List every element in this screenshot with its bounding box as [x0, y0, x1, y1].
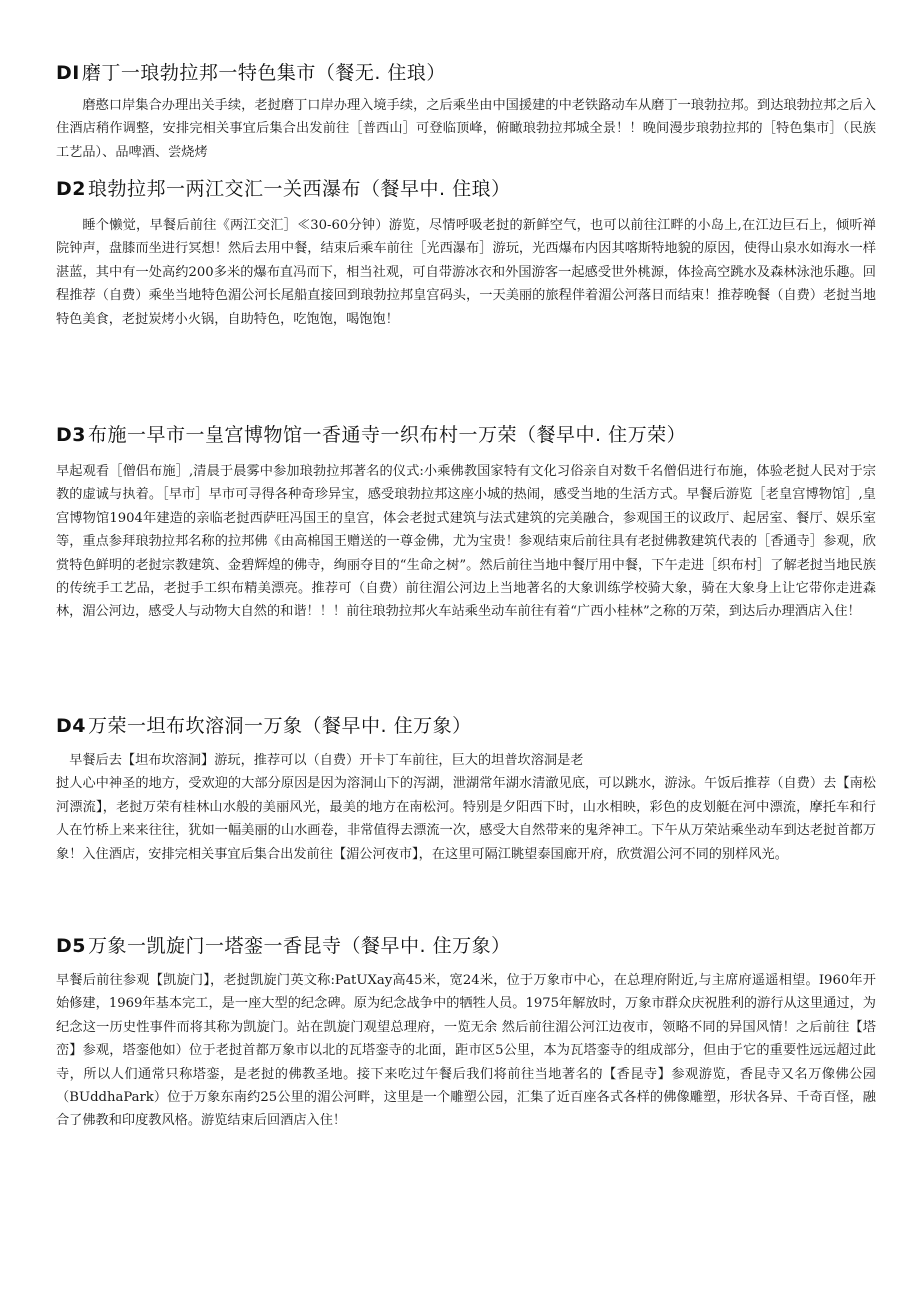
day-3-description: 早起观看［僧侣布施］,清晨于晨雾中参加琅勃拉邦著名的仪式:小乘佛教国家特有文化习俗亲自对数千名僧侣进行布施，体验老挝人民对于宗教的虚诚与执着。［早市］早市可寻得各种奇珍异宝，感受琅勃拉邦这座小城的热闹，感受当地的生活方式。早餐后游览［老皇宫博物馆］,皇宫博物馆1904年建造的亲临老挝西萨旺冯国王的皇宫，体会老挝式建筑与法式建筑的完美融合，参观国王的议政厅、起居室、餐厅、娱乐室等，重点参拜琅勃拉邦名称的拉邦佛《由高棉国王赠送的一尊金佛，尤为宝贵！参观结束后前往具有老挝佛教建筑代表的［香通寺］参观，欣赏特色鲜明的老挝宗教建筑、金碧辉煌的佛寺，绚丽夺目的“生命之树”。然后前往当地中餐厅用中餐，下午走进［织布村］了解老挝当地民族的传统手工艺品，老挝手工织布精美漂亮。推荐可（自费）前往湄公河边上当地著名的大象训练学校骑大象，骑在大象身上让它带你走进森林，湄公河边，感受人与动物大自然的和谐！！！前往琅勃拉邦火车站乘坐动车前往有着“广西小桂林”之称的万荣，到达后办理酒店入住！ [56, 464, 876, 620]
day-4-code: D4 [56, 715, 86, 737]
day-3-heading [56, 422, 876, 448]
day-5-section [56, 933, 876, 1133]
day-1-title: 磨丁一琅勃拉邦一特色集市（餐无. 住琅） [81, 62, 446, 84]
day-5-description: 早餐后前往参观【凯旋门】，老挝凯旋门英文称:PatUXay高45米，宽24米，位于万象市中心，在总理府附近,与主席府遥遥相望。I960年开始修建，1969年基本完工，是一座大型的纪念碑。原为纪念战争中的牺牲人员。1975年解放时，万象市群众庆祝胜利的游行从这里通过，为纪念这一历史性事件而将其称为凯旋门。站在凯旋门观望总理府，一览无余 然后前往湄公河江边夜市，领略不同的异国风情！之后前往【塔峦】参观，塔銮他如）位于老挝首都万象市以北的瓦塔銮寺的北面，距市区5公里，本为瓦塔銮寺的组成部分，但由于它的重要性远远超过此寺，所以人们通常只称塔銮，是老挝的佛教圣地。接下来吃过午餐后我们将前往当地著名的【香昆寺】参观游览，香昆寺又名万像佛公园（BUddhaPark）位于万象东南约25公里的湄公河畔，这里是一个雕塑公园，汇集了近百座各式各样的佛像雕塑，形状各异、千奇百怪，融合了佛教和印度教风格。游览结束后回酒店入住！ [56, 973, 876, 1129]
day-4-line-2: 挝人心中神圣的地方，受欢迎的大部分原因是因为溶洞山下的泻湖，泄湖常年湖水清澈见底，可以跳水，游泳。午饭后推荐（自费）去【南松河漂流】，老挝万荣有桂林山水般的美丽风光，最美的地方在南松河。特别是夕阳西下时，山水相映，彩色的皮划艇在河中漂流，摩托车和行人在竹桥上来来往往，犹如一幅美丽的山水画卷，非常值得去漂流一次，感受大自然带来的鬼斧神工。下午从万荣站乘坐动车到达老挝首都万象！入住酒店，安排完相关事宜后集合出发前往【湄公河夜市】，在这里可隔江眺望泰国廊开府，欣赏湄公河不同的别样风光。 [56, 776, 876, 862]
day-3-code: D3 [56, 424, 86, 446]
itinerary-page [56, 0, 876, 1301]
day-1-heading [56, 60, 876, 86]
day-4-description [56, 749, 876, 866]
day-3-section [56, 422, 876, 624]
day-5-title: 万象一凯旋门一塔銮一香昆寺（餐早中. 住万象） [88, 935, 511, 957]
day-3-title: 布施一早市一皇宫博物馆一香通寺一织布村一万荣（餐早中. 住万荣） [88, 424, 687, 446]
day-4-heading [56, 713, 876, 739]
day-2-title: 琅勃拉邦一两江交汇一关西瀑布（餐早中. 住琅） [88, 178, 511, 200]
day-1-section [56, 60, 876, 164]
day-2-description: 睡个懒觉，早餐后前往《两江交汇］≪30-60分钟）游览，尽情呼吸老挝的新鲜空气，也可以前往江畔的小岛上,在江边巨石上，倾听禅院钟声，盘膝而坐进行冥想！然后去用中餐，结束后乘车前往［光西瀑布］游玩，光西爆布内因其喀斯特地貌的原因，使得山泉水如海水一样湛蓝，其中有一处高约200多米的爆布直冯而下，相当社观，可自带游冰衣和外国游客一起感受世外桃源，体捡高空跳水及森林泳池乐趣。回程推荐（自费）乘坐当地特色湄公河长尾船直接回到琅勃拉邦皇宫码头，一天美丽的旅程伴着湄公河落日而结束！推荐晚餐（自费）老挝当地特色美食，老挝炭烤小火锅，自助特色，吃饱饱，喝饱饱！ [56, 218, 876, 327]
day-5-code: D5 [56, 935, 86, 957]
day-4-title: 万荣一坦布坎溶洞一万象（餐早中. 住万象） [88, 715, 472, 737]
day-2-code: D2 [56, 178, 86, 200]
day-5-heading [56, 933, 876, 959]
day-2-section [56, 176, 876, 331]
day-2-heading [56, 176, 876, 202]
day-4-section [56, 713, 876, 866]
day-4-line-1: 早餐后去【坦布坎溶洞】游玩，推荐可以（自费）开卡丁车前往，巨大的坦普坎溶洞是老 [69, 753, 584, 768]
day-1-code: DI [56, 62, 80, 84]
day-1-description: 磨憨口岸集合办理出关手续，老挝磨丁口岸办理入境手续，之后乘坐由中国援建的中老铁路动车从磨丁一琅勃拉邦。到达琅勃拉邦之后入住酒店稍作调整，安排完相关事宜后集合出发前往［普西山］可登临顶峰，俯瞰琅勃拉邦城全景！！晚间漫步琅勃拉邦的［特色集市］（民族工艺品）、品啤酒、尝烧烤 [56, 98, 876, 160]
